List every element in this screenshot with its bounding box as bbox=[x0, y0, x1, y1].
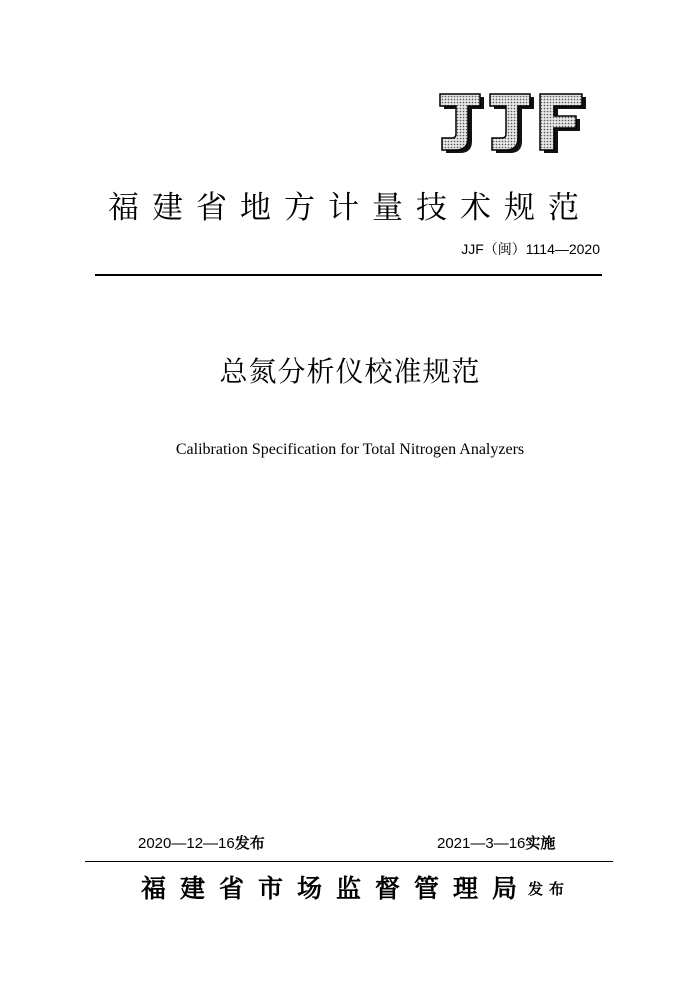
effective-label: 实施 bbox=[525, 835, 556, 852]
publish-info bbox=[138, 832, 265, 853]
publisher-name: 福建省市场监督管理局 bbox=[141, 874, 532, 903]
series-title: 福建省地方计量技术规范 bbox=[108, 190, 592, 226]
document-title-zh: 总氮分析仪校准规范 bbox=[219, 355, 481, 388]
document-title-en: Calibration Specification for Total Nitrogen Analyzers bbox=[175, 441, 525, 458]
publisher-suffix: 发布 bbox=[528, 880, 571, 898]
standard-code: JJF（闽）1114—2020 bbox=[461, 241, 600, 257]
effective-date: 2021—3—16 bbox=[437, 835, 526, 852]
bottom-divider bbox=[85, 861, 613, 862]
top-divider bbox=[95, 274, 602, 276]
jjf-logo bbox=[438, 92, 588, 156]
effective-info bbox=[437, 832, 555, 853]
publish-label: 发布 bbox=[234, 835, 265, 852]
publish-date: 2020—12—16 bbox=[138, 835, 235, 852]
